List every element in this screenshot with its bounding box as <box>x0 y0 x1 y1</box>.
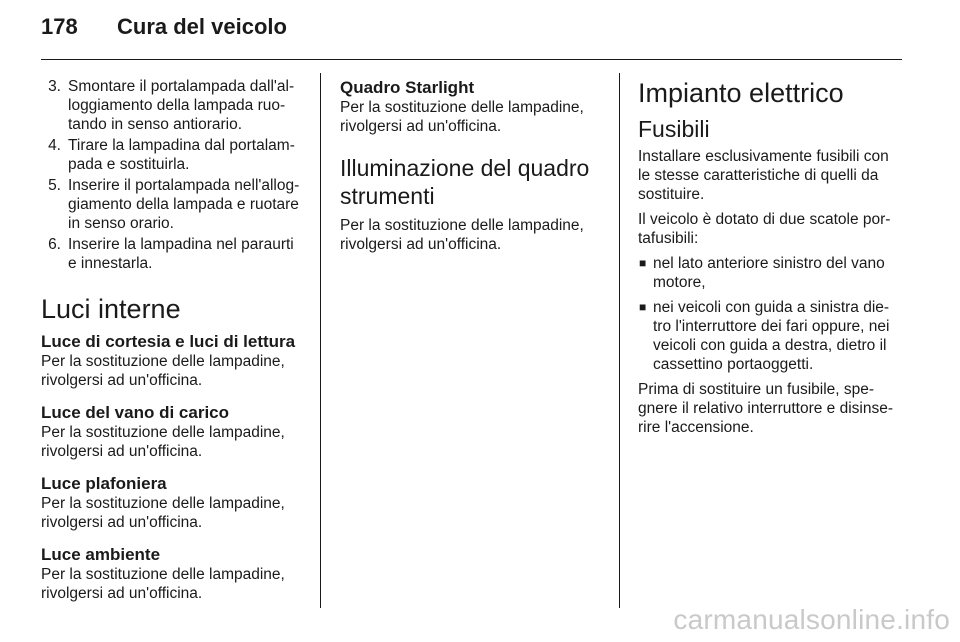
column-middle <box>340 77 608 254</box>
step-number: 5. <box>48 177 61 194</box>
subsection-body: Per la sostituzione delle lampadine, rivolgersi ad un'officina. <box>41 424 285 460</box>
page-number: 178 <box>41 14 78 39</box>
fuses-paragraph-2: Il veicolo è dotato di due scatole por-tafusibili: <box>638 211 891 247</box>
step-text: Tirare la lampadina dal portalam-pada e sostituirla. <box>68 137 295 173</box>
column-right <box>638 77 904 437</box>
step-number: 4. <box>48 137 61 154</box>
list-item <box>638 254 904 292</box>
subsection-body: Per la sostituzione delle lampadine, rivolgersi ad un'officina. <box>41 566 285 602</box>
subsection-title: Luce del vano di carico <box>41 403 230 422</box>
section-body: Per la sostituzione delle lampadine, rivolgersi ad un'officina. <box>340 217 584 253</box>
bullet-square-icon: ■ <box>639 300 647 314</box>
watermark: carmanualsonline.info <box>673 604 950 635</box>
section-title-interior-lights: Luci interne <box>41 294 181 324</box>
header-rule <box>41 59 902 60</box>
step-text: Inserire il portalampada nell'allog-giamento della lampada e ruotare in senso orario. <box>68 177 300 232</box>
list-item <box>638 298 904 374</box>
subsection-body: Per la sostituzione delle lampadine, rivolgersi ad un'officina. <box>41 353 285 389</box>
starlight-title: Quadro Starlight <box>340 78 475 97</box>
subsection-title: Luce plafoniera <box>41 474 167 493</box>
step-number: 3. <box>48 78 61 95</box>
fuses-paragraph-3: Prima di sostituire un fusibile, spe-gnere il relativo interruttore e disinse-rire l'accensione. <box>638 381 894 436</box>
steps-list <box>41 77 306 273</box>
step-text: Inserire la lampadina nel paraurti e innestarla. <box>68 236 294 272</box>
column-divider-1 <box>320 73 321 608</box>
chapter-title: Cura del veicolo <box>117 14 287 39</box>
step-item <box>41 235 306 273</box>
subsection-title-fuses: Fusibili <box>638 116 710 142</box>
column-divider-2 <box>619 73 620 608</box>
starlight-body: Per la sostituzione delle lampadine, rivolgersi ad un'officina. <box>340 99 584 135</box>
bullet-square-icon: ■ <box>639 256 647 270</box>
subsection-title: Luce di cortesia e luci di lettura <box>41 332 296 351</box>
subsection-body: Per la sostituzione delle lampadine, rivolgersi ad un'officina. <box>41 495 285 531</box>
list-item-text: nel lato anteriore sinistro del vano motore, <box>653 255 885 291</box>
step-item <box>41 77 306 134</box>
list-item-text: nei veicoli con guida a sinistra die-tro l'interruttore dei fari oppure, nei veicoli con guida a destra, dietro il cassettino portaoggetti. <box>653 299 890 373</box>
step-number: 6. <box>48 236 61 253</box>
fuse-box-list <box>638 254 904 374</box>
subsection-title: Luce ambiente <box>41 545 161 564</box>
step-item <box>41 136 306 174</box>
fuses-paragraph-1: Installare esclusivamente fusibili con le stesse caratteristiche di quelli da sostituire. <box>638 148 889 203</box>
page-header <box>41 14 287 50</box>
step-item <box>41 176 306 233</box>
section-title-instrument-lighting: Illuminazione del quadro strumenti <box>340 155 590 209</box>
column-left <box>41 77 306 603</box>
section-title-electrical: Impianto elettrico <box>638 78 844 108</box>
step-text: Smontare il portalampada dall'al-loggiamento della lampada ruo-tando in senso antiorario. <box>68 78 295 133</box>
